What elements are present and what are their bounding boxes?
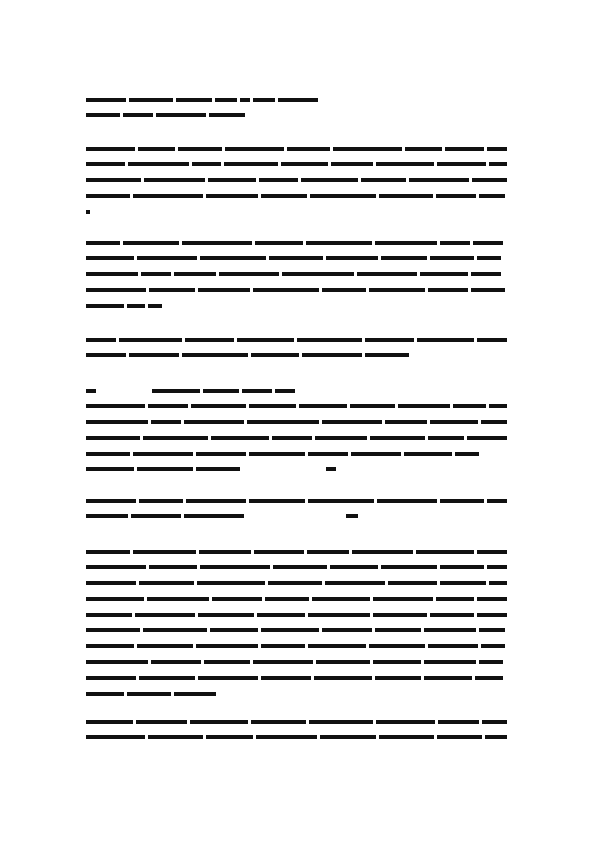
paragraph-3 [86,337,510,369]
document-heading [86,97,510,129]
paragraph-5 [86,498,510,530]
paragraph-2 [86,240,510,319]
paragraph-7 [86,719,510,751]
paragraph-6 [86,549,510,707]
paragraph-1 [86,146,510,225]
paragraph-4 [86,388,510,483]
